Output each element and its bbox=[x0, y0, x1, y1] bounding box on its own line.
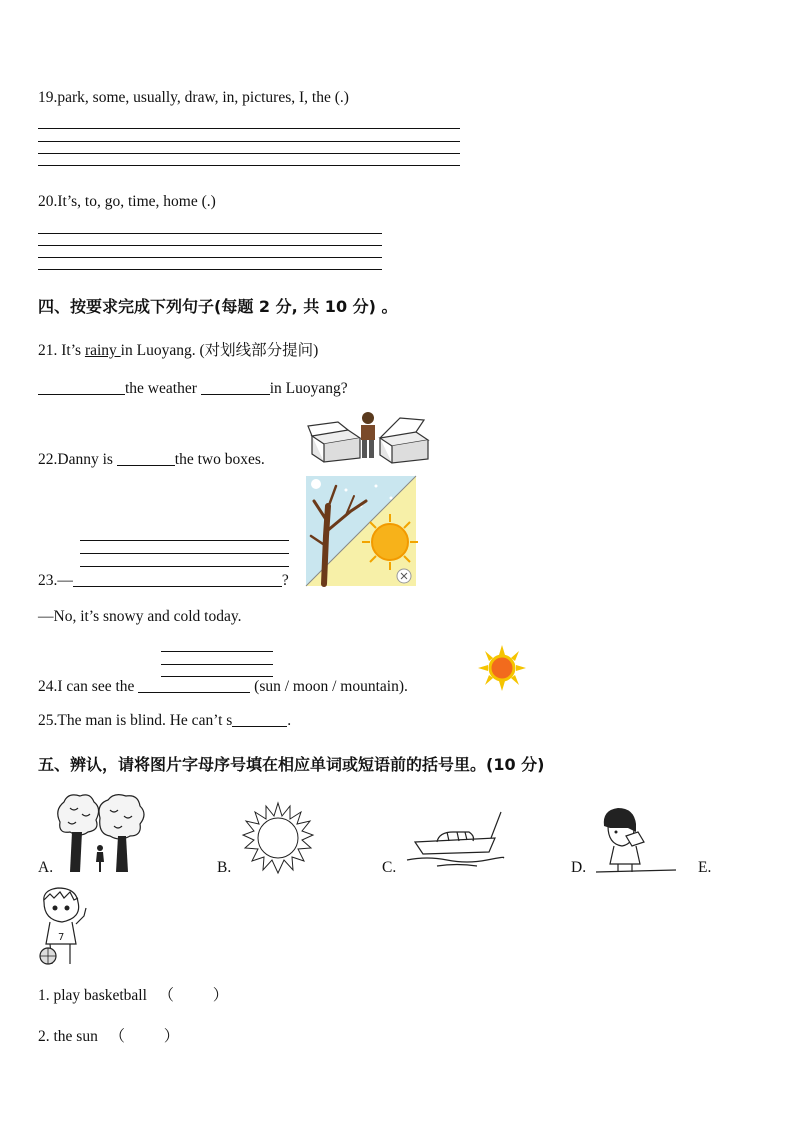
question-23 bbox=[38, 571, 289, 590]
answer-line[interactable] bbox=[80, 553, 289, 554]
q21-underlined-word: rainy bbox=[84, 342, 121, 359]
answer-line[interactable] bbox=[80, 566, 289, 567]
q21-answer-part2: in Luoyang? bbox=[269, 380, 348, 397]
q23-suffix: ? bbox=[281, 572, 289, 589]
q21-answer-part1: the weather bbox=[125, 380, 201, 397]
answer-line[interactable] bbox=[38, 245, 382, 246]
picture-label-c: C. bbox=[382, 859, 397, 876]
section-4-heading: 四、按要求完成下列句子(每题 2 分, 共 10 分) 。 bbox=[38, 297, 398, 316]
trees-picture bbox=[54, 792, 148, 874]
q21-prefix: 21. It’s bbox=[38, 342, 85, 359]
q25-text: 25.The man is blind. He can’t s bbox=[38, 712, 233, 729]
basketball-boy-picture bbox=[36, 888, 90, 966]
question-23-reply: —No, it’s snowy and cold today. bbox=[38, 608, 242, 625]
svg-text:7: 7 bbox=[58, 932, 65, 943]
question-25 bbox=[38, 711, 291, 730]
picture-label-e: E. bbox=[698, 859, 712, 876]
answer-line[interactable] bbox=[38, 141, 460, 142]
answer-line[interactable] bbox=[38, 128, 460, 129]
answer-blank[interactable] bbox=[201, 379, 270, 395]
item-2: 2. the sun （ ） bbox=[38, 1028, 180, 1045]
q22-suffix: the two boxes. bbox=[174, 451, 265, 468]
answer-blank[interactable] bbox=[73, 571, 282, 587]
answer-line[interactable] bbox=[80, 540, 289, 541]
question-21 bbox=[38, 338, 318, 360]
q22-prefix: 22.Danny is bbox=[38, 451, 117, 468]
question-24 bbox=[38, 677, 408, 696]
girl-shouting-picture bbox=[596, 806, 676, 874]
answer-blank[interactable] bbox=[232, 711, 287, 727]
picture-label-a: A. bbox=[38, 859, 54, 876]
answer-line[interactable] bbox=[38, 269, 382, 270]
q21-suffix: in Luoyang. (对划线部分提问) bbox=[120, 342, 319, 359]
question-22 bbox=[38, 450, 265, 469]
boy-between-boxes-picture bbox=[308, 408, 430, 464]
q25-suffix: . bbox=[287, 712, 292, 729]
q23-prefix: 23.— bbox=[38, 572, 73, 589]
section-5-heading: 五、辨认，请将图片字母序号填在相应单词或短语前的括号里。(10 分) bbox=[38, 755, 545, 774]
answer-line[interactable] bbox=[38, 153, 460, 154]
answer-blank[interactable] bbox=[38, 379, 125, 395]
q24-prefix: 24.I can see the bbox=[38, 678, 139, 695]
question-20: 20.It’s, to, go, time, home (.) bbox=[38, 193, 216, 210]
boat-picture bbox=[407, 812, 503, 870]
picture-label-b: B. bbox=[217, 859, 232, 876]
q24-suffix: (sun / moon / mountain). bbox=[250, 678, 408, 695]
winter-and-sun-picture bbox=[306, 476, 416, 586]
answer-blank[interactable] bbox=[138, 677, 250, 693]
picture-label-d: D. bbox=[571, 859, 587, 876]
sun-picture bbox=[478, 645, 526, 691]
item-1: 1. play basketball （ ） bbox=[38, 987, 229, 1004]
answer-blank[interactable] bbox=[117, 450, 175, 466]
question-21-answer bbox=[38, 379, 348, 398]
answer-line[interactable] bbox=[161, 651, 273, 652]
question-19: 19.park, some, usually, draw, in, pictures, I, the (.) bbox=[38, 89, 349, 106]
answer-line[interactable] bbox=[38, 233, 382, 234]
sun-outline-picture bbox=[243, 803, 313, 873]
answer-line[interactable] bbox=[161, 664, 273, 665]
answer-line[interactable] bbox=[38, 165, 460, 166]
answer-line[interactable] bbox=[38, 257, 382, 258]
